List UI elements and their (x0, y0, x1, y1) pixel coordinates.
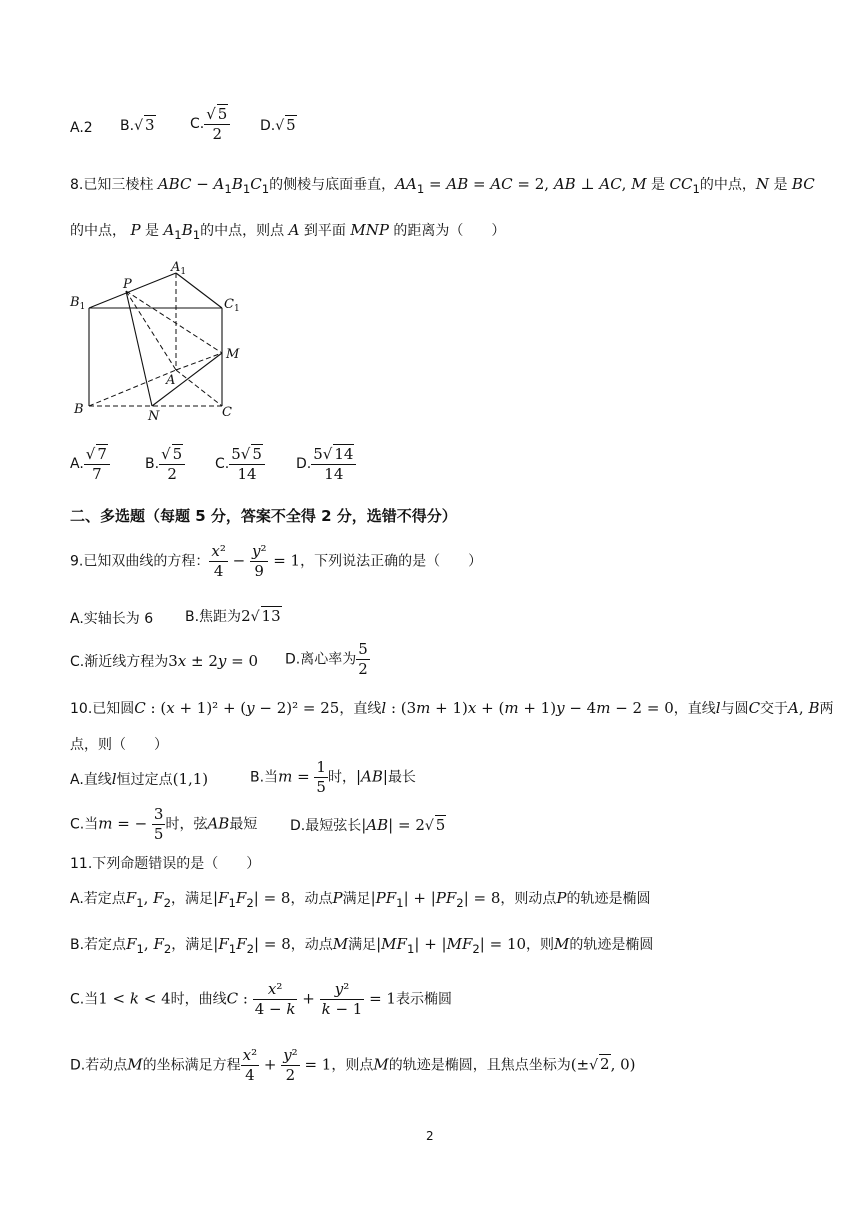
prism-figure (68, 258, 258, 428)
label-b: B (74, 402, 84, 417)
q9-option-d: D.离心率为 $\frac{5}{2}$ (285, 640, 368, 678)
q7-option-d: D.√ 5 (260, 116, 296, 134)
q8-option-b: B. $\frac{√ 5}{2}$ (145, 444, 185, 484)
q9-option-c: C.渐近线方程为3x ± 2y = 0 (70, 652, 259, 670)
q11-stem: 11.下列命题错误的是（ ） (70, 856, 261, 872)
q10-option-c: C.当m = − $\frac{3}{5}$ 时，弦AB最短 (70, 805, 258, 843)
q10-stem-line1: 10.已知圆C : (x + 1)² + (y − 2)² = 25，直线l : (3m + 1)x + (m + 1)y − 4m − 2 = 0，直线l与圆C交于A, B两 (70, 699, 834, 717)
label-c1: $C_1$ (224, 297, 240, 314)
q10-option-d: D.最短弦长|AB| = 2√ 5 (290, 816, 446, 834)
page-number: 2 (426, 1129, 434, 1143)
q11-option-d: D.若动点M的坐标满足方程 $\frac{\text{x²}}{4}$ + $\frac{\text{y²}}{2}$ = 1，则点M的轨迹是椭圆，且焦点坐标为(±√ 2, 0) (70, 1046, 636, 1084)
q11-option-a: A.若定点$F_1$, $F_2$，满足$|F_1F_2| = 8$，动点P满足$|PF_1| + |PF_2| = 8$，则动点P的轨迹是椭圆 (70, 889, 651, 910)
section-heading-multi-choice: 二、多选题（每题 5 分，答案不全得 2 分，选错不得分） (70, 507, 457, 525)
label-n: N (148, 409, 160, 424)
label-b1: $B_1$ (70, 295, 86, 312)
q11-option-b: B.若定点$F_1$, $F_2$，满足$|F_1F_2| = 8$，动点M满足$|MF_1| + |MF_2| = 10$，则M的轨迹是椭圆 (70, 935, 654, 956)
q10-option-a: A.直线l恒过定点(1,1) (70, 770, 209, 788)
q9-option-b: B.焦距为2√ 13 (185, 607, 281, 625)
label-a1: $A_1$ (171, 260, 187, 277)
label-a: A (166, 373, 176, 388)
label-p: P (123, 277, 132, 292)
q8-stem-line2: 的中点， P 是 $A_1B_1$的中点，则点 A 到平面 MNP 的距离为（ ） (70, 221, 506, 242)
q8-option-c: C. $\frac{5√ 5}{14}$ (215, 444, 265, 484)
q7-option-c: C. $\frac{√ 5}{2}$ (190, 104, 230, 144)
q9-stem: 9.已知双曲线的方程： $\frac{\text{x²}}{4}$ − $\frac{\text{y²}}{9}$ = 1，下列说法正确的是（ ） (70, 542, 483, 580)
q8-stem-line1: 8.已知三棱柱 ABC − $A_1B_1C_1$的侧棱与底面垂直，$AA_1$ = AB = AC = 2, AB ⊥ AC, M 是 $CC_1$的中点，N 是 BC (70, 175, 815, 196)
q7-option-b: B.√ 3 (120, 116, 155, 134)
q9-option-a: A.实轴长为 6 (70, 611, 154, 627)
q10-stem-line2: 点，则（ ） (70, 737, 168, 753)
label-c: C (222, 405, 232, 420)
q8-option-d: D. $\frac{5√ 14}{14}$ (296, 444, 356, 484)
q7-option-a: A.2 (70, 120, 93, 136)
q10-option-b: B.当m = $\frac{1}{5}$ 时，|AB|最长 (250, 758, 416, 796)
q11-option-c: C.当1 < k < 4时，曲线C : $\frac{\text{x²}}{4 - k}$ + $\frac{\text{y²}}{k - 1}$ = 1表示椭圆 (70, 980, 452, 1018)
label-m: M (226, 347, 240, 362)
q8-option-a: A. $\frac{√ 7}{7}$ (70, 444, 110, 484)
